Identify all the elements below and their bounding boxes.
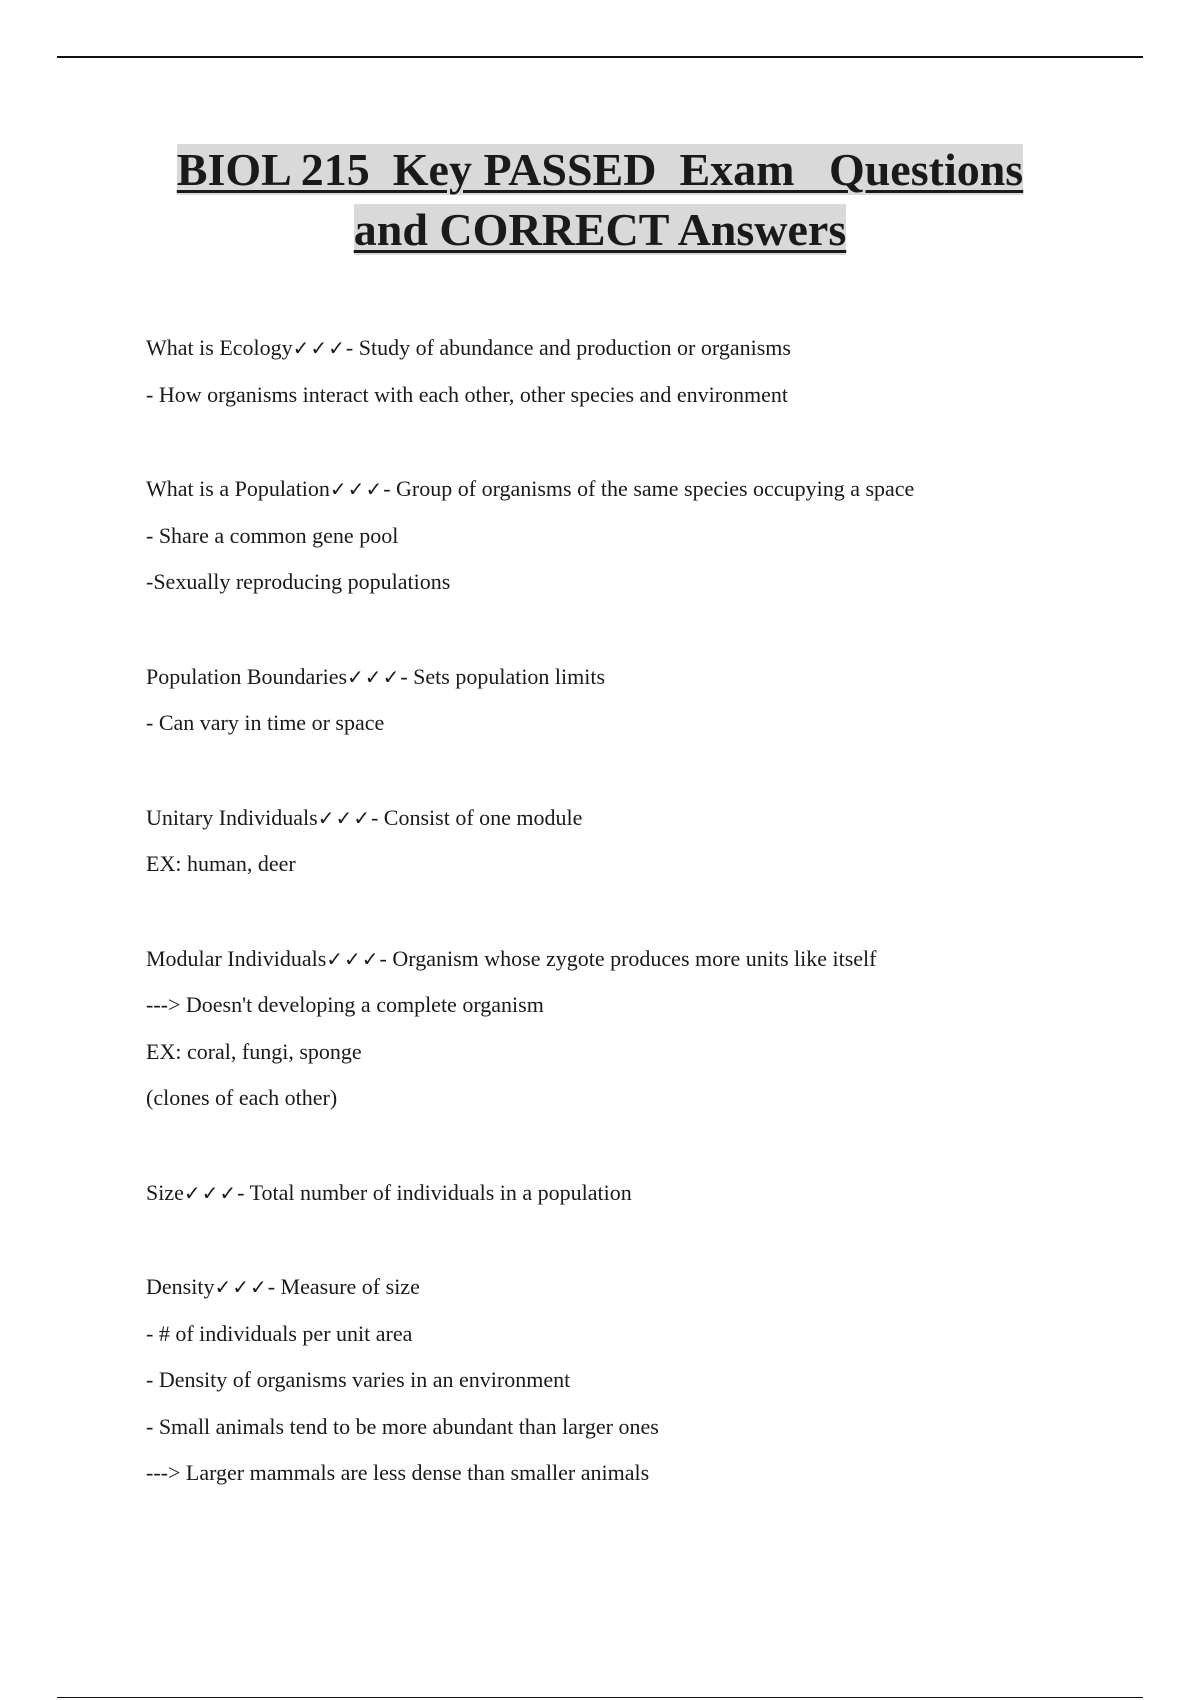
top-rule: [57, 56, 1143, 58]
question-line: [146, 654, 1106, 701]
bottom-rule: [57, 1697, 1143, 1698]
question-line: [146, 936, 1106, 983]
checkmarks-icon: ✓✓✓: [317, 805, 371, 830]
term: Population Boundaries: [146, 663, 348, 689]
flashcard-entry: [146, 936, 1106, 1122]
flashcard-entry: [146, 654, 1106, 747]
detail-line: - How organisms interact with each other, other species and environment: [146, 381, 789, 407]
document-title: [100, 140, 1100, 260]
definition: - Sets population limits: [400, 663, 606, 689]
question-line: [146, 1170, 1106, 1217]
flashcard-list: [146, 325, 1106, 1545]
question-line: [146, 795, 1106, 842]
detail-line: (clones of each other): [146, 1085, 338, 1110]
checkmarks-icon: ✓✓✓: [292, 336, 346, 360]
term: Size: [146, 1179, 184, 1205]
term: Unitary Individuals: [146, 804, 318, 830]
definition: - Total number of individuals in a population: [237, 1179, 632, 1205]
definition: - Group of organisms of the same species occupying a space: [383, 476, 915, 501]
detail-line: ---> Larger mammals are less dense than smaller animals: [146, 1460, 650, 1485]
detail-line: EX: human, deer: [146, 851, 296, 876]
term: Density: [146, 1274, 215, 1299]
title-line-1: BIOL 215 Key PASSED Exam Questions: [176, 144, 1024, 195]
detail-line: - Small animals tend to be more abundant than larger ones: [146, 1413, 659, 1439]
flashcard-entry: [146, 1264, 1106, 1497]
detail-line: -Sexually reproducing populations: [146, 569, 451, 594]
detail-line: - Can vary in time or space: [146, 710, 385, 735]
checkmarks-icon: ✓✓✓: [214, 1275, 268, 1299]
question-line: [146, 466, 1106, 513]
definition: - Consist of one module: [370, 804, 583, 830]
flashcard-entry: [146, 1170, 1106, 1217]
term: What is a Population: [146, 476, 330, 501]
question-line: [146, 1264, 1106, 1311]
flashcard-entry: [146, 795, 1106, 888]
definition: - Study of abundance and production or organisms: [345, 335, 791, 360]
flashcard-entry: [146, 325, 1106, 418]
definition: - Measure of size: [267, 1274, 420, 1299]
term: What is Ecology: [146, 335, 293, 360]
detail-line: ---> Doesn't developing a complete organism: [146, 992, 544, 1017]
term: Modular Individuals: [146, 945, 327, 971]
checkmarks-icon: ✓✓✓: [329, 477, 384, 501]
checkmarks-icon: ✓✓✓: [326, 946, 380, 971]
checkmarks-icon: ✓✓✓: [183, 1180, 238, 1205]
flashcard-entry: [146, 466, 1106, 606]
question-line: [146, 325, 1106, 372]
detail-line: - Density of organisms varies in an environment: [146, 1367, 571, 1392]
detail-line: EX: coral, fungi, sponge: [146, 1038, 362, 1064]
definition: - Organism whose zygote produces more units like itself: [379, 945, 877, 971]
title-line-2: and CORRECT Answers: [353, 204, 847, 255]
detail-line: - # of individuals per unit area: [146, 1320, 413, 1346]
checkmarks-icon: ✓✓✓: [347, 664, 401, 689]
detail-line: - Share a common gene pool: [146, 522, 399, 548]
